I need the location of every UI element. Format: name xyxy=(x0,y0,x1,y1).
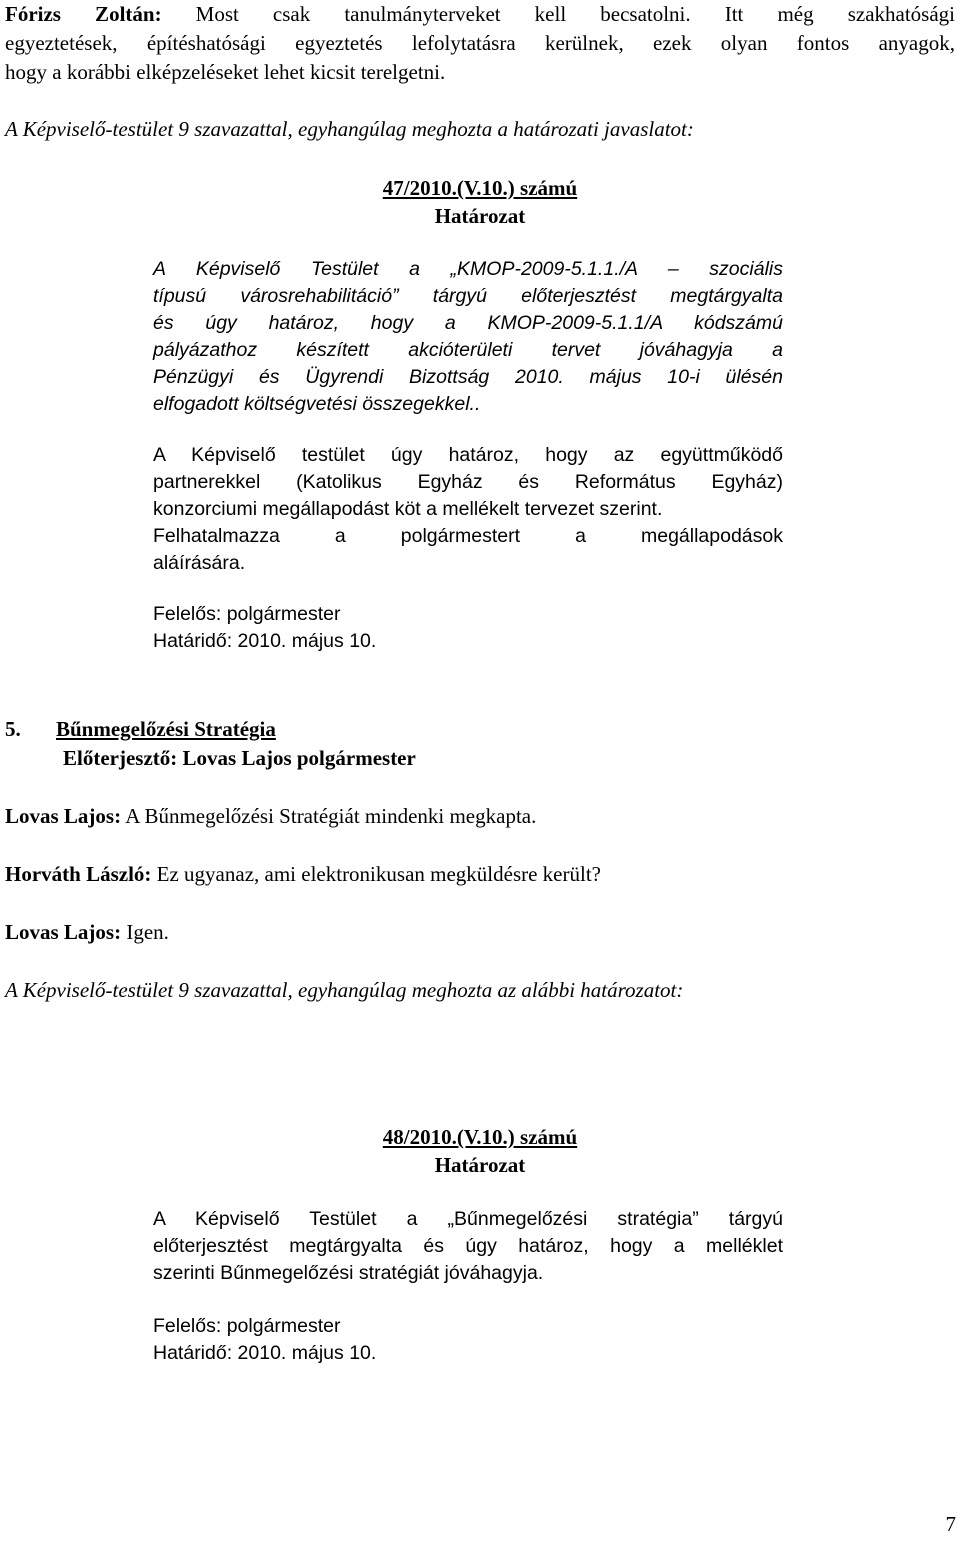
intro-line-1 xyxy=(5,0,955,29)
agenda-title: Bűnmegelőzési Stratégia xyxy=(56,717,276,741)
dialogue-text: A Bűnmegelőzési Stratégiát mindenki megkapta. xyxy=(125,804,537,828)
vote-statement-1: A Képviselő-testület 9 szavazattal, egyhangúlag meghozta a határozati javaslatot: xyxy=(5,117,694,141)
intro-text-1: Most csak tanulmányterveket kell becsatolni. Itt még szakhatósági xyxy=(195,2,956,26)
resolution-47-paragraph-1 xyxy=(153,256,783,418)
res48-line: A Képviselő Testület a „Bűnmegelőzési stratégia” tárgyú xyxy=(153,1208,783,1230)
res47-p1-line: típusú városrehabilitáció” tárgyú előterjesztést megtárgyalta xyxy=(153,285,783,307)
vote-statement-2: A Képviselő-testület 9 szavazattal, egyhangúlag meghozta az alábbi határozatot: xyxy=(5,978,684,1002)
res47-p2-line: A Képviselő testület úgy határoz, hogy az együttműködő xyxy=(153,444,783,466)
resolution-47-footer xyxy=(153,601,783,655)
agenda-item-5 xyxy=(5,715,416,773)
res47-p1-line: Pénzügyi és Ügyrendi Bizottság 2010. május 10-i ülésén xyxy=(153,366,783,388)
resolution-48-footer xyxy=(153,1313,783,1367)
agenda-title-line xyxy=(5,715,416,744)
resolution-47-paragraph-2 xyxy=(153,442,783,577)
intro-line-3: hogy a korábbi elképzeléseket lehet kicsit terelgetni. xyxy=(5,60,446,84)
dialogue-speaker: Lovas Lajos: xyxy=(5,804,122,828)
dialogue-line xyxy=(5,802,536,831)
res48-line: szerinti Bűnmegelőzési stratégiát jóváhagyja. xyxy=(153,1262,544,1284)
res47-p1-line: A Képviselő Testület a „KMOP-2009-5.1.1./A – szociális xyxy=(153,258,783,280)
dialogue-speaker: Horváth László: xyxy=(5,862,152,886)
deadline-label: Határidő: 2010. május 10. xyxy=(153,1342,377,1364)
res47-p1-line: elfogadott költségvetési összegekkel.. xyxy=(153,393,481,415)
res47-p2-line: partnerekkel (Katolikus Egyház és Református Egyház) xyxy=(153,471,783,493)
res47-p2-line: aláírására. xyxy=(153,552,246,574)
dialogue-speaker: Lovas Lajos: xyxy=(5,920,122,944)
dialogue-text: Ez ugyanaz, ami elektronikusan megküldésre került? xyxy=(156,862,601,886)
dialogue-text: Igen. xyxy=(126,920,169,944)
res47-p1-line: és úgy határoz, hogy a KMOP-2009-5.1.1/A kódszámú xyxy=(153,312,783,334)
intro-speaker: Fórizs Zoltán: xyxy=(5,2,162,26)
dialogue-line xyxy=(5,860,601,889)
responsible-label: Felelős: polgármester xyxy=(153,1315,341,1337)
resolution-48-label: Határozat xyxy=(434,1153,526,1177)
res47-p2-line: Felhatalmazza a polgármestert a megállapodások xyxy=(153,525,783,547)
intro-paragraph xyxy=(5,0,955,87)
agenda-presenter: Előterjesztő: Lovas Lajos polgármester xyxy=(63,746,416,770)
res47-p2-line: konzorciumi megállapodást köt a mellékelt tervezet szerint. xyxy=(153,498,663,520)
resolution-47-label: Határozat xyxy=(434,204,526,228)
responsible-label: Felelős: polgármester xyxy=(153,603,341,625)
res48-line: előterjesztést megtárgyalta és úgy határoz, hogy a melléklet xyxy=(153,1235,783,1257)
res47-p1-line: pályázathoz készített akcióterületi tervet jóváhagyja a xyxy=(153,339,783,361)
intro-line-2: egyeztetések, építéshatósági egyeztetés lefolytatásra kerülnek, ezek olyan fontos anyagok, xyxy=(5,31,955,55)
resolution-47-number: 47/2010.(V.10.) számú xyxy=(382,176,578,200)
resolution-48-paragraph xyxy=(153,1206,783,1287)
resolution-48-number: 48/2010.(V.10.) számú xyxy=(382,1125,578,1149)
agenda-number: 5. xyxy=(5,717,21,741)
page-number: 7 xyxy=(945,1512,956,1536)
deadline-label: Határidő: 2010. május 10. xyxy=(153,630,377,652)
dialogue-line xyxy=(5,918,169,947)
